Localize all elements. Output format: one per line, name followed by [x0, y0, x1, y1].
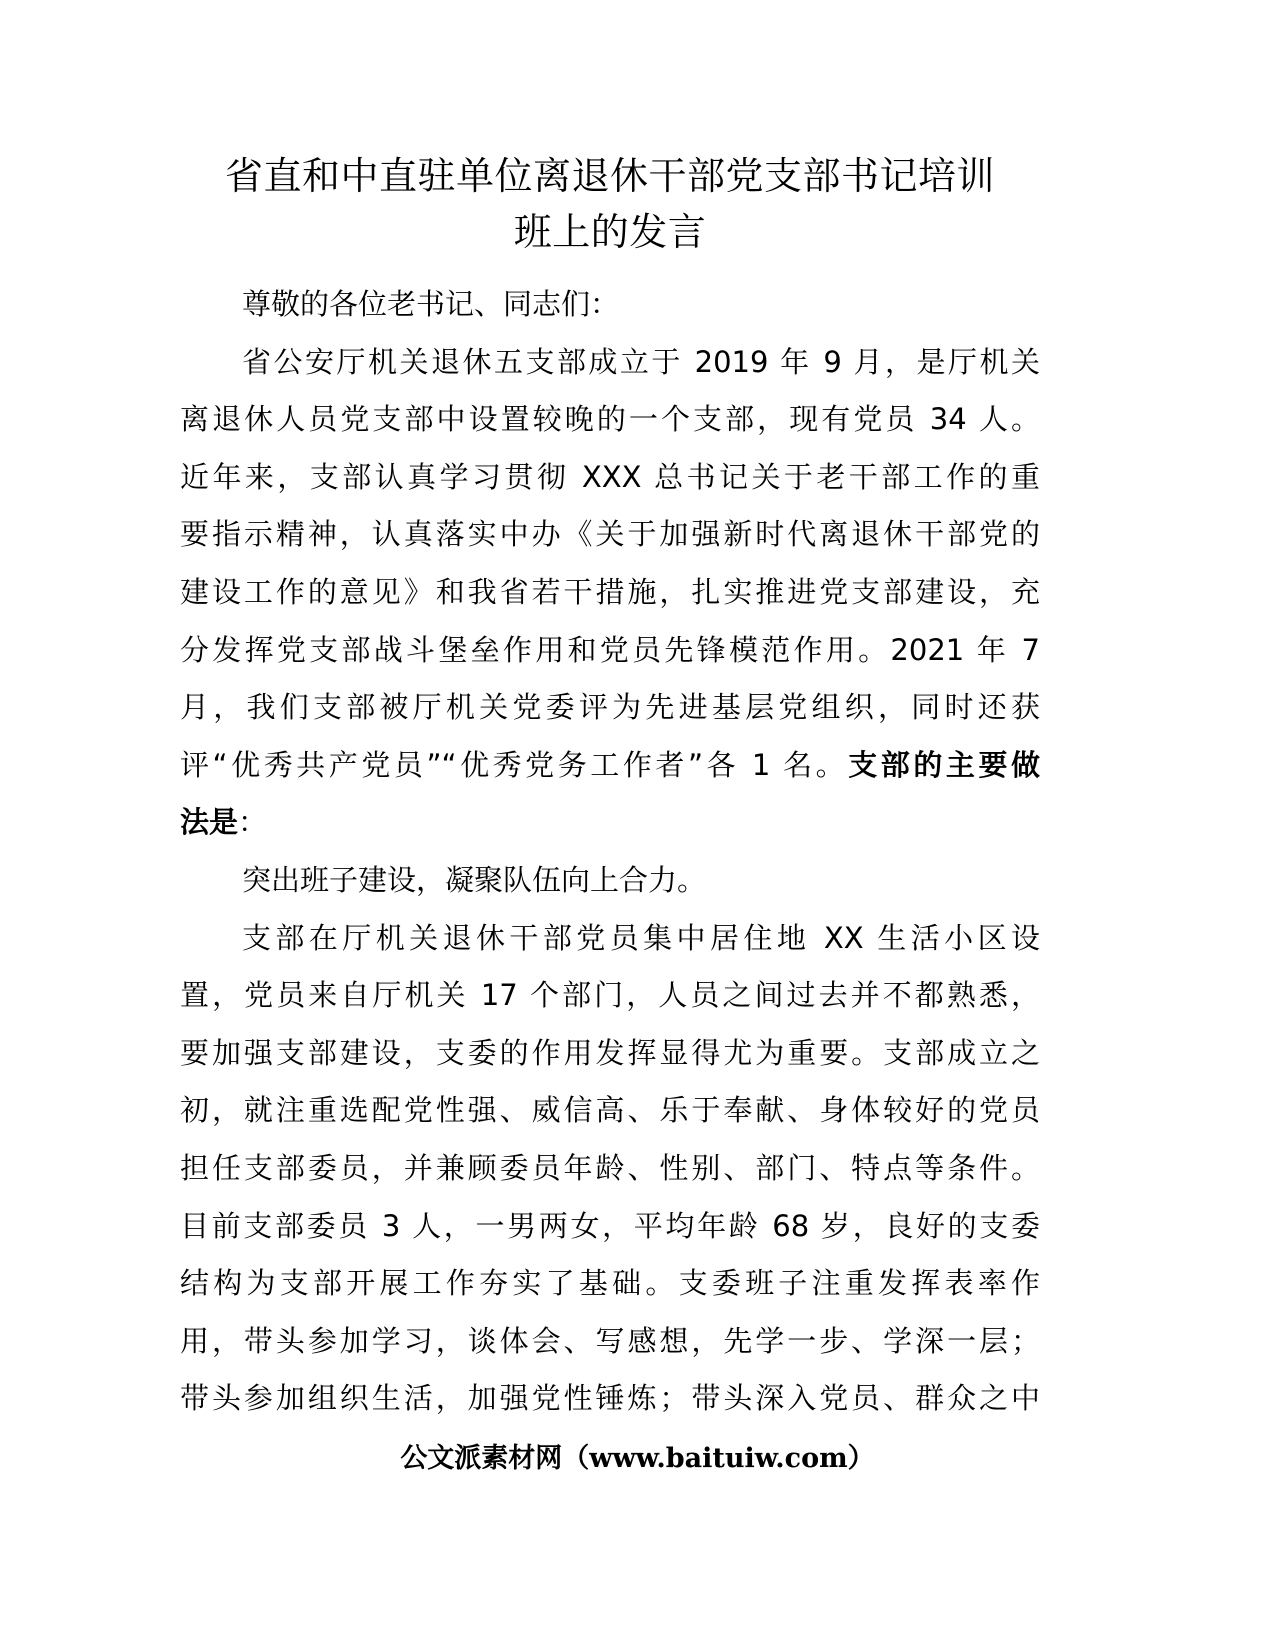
document-body: [180, 276, 1040, 1428]
paragraph-2-line-4: 初，就注重选配党性强、威信高、乐于奉献、身体较好的党员: [180, 1093, 1040, 1128]
paragraph-2-line-7: 结构为支部开展工作夯实了基础。支委班子注重发挥表率作: [180, 1266, 1040, 1301]
paragraph-1-colon: ：: [238, 805, 268, 840]
paragraph-1-line-7: 月，我们支部被厅机关党委评为先进基层党组织，同时还获: [180, 690, 1040, 725]
paragraph-2-line-3: 要加强支部建设，支委的作用发挥显得尤为重要。支部成立之: [180, 1035, 1040, 1070]
title-line-1: 省直和中直驻单位离退休干部党支部书记培训: [224, 154, 995, 198]
paragraph-1-line-8-text: 评“优秀共产党员”“优秀党务工作者”各 1 名。: [180, 747, 849, 782]
footer-watermark: 公文派素材网（www.baituiw.com）: [400, 1443, 875, 1474]
title-line-2: 班上的发言: [513, 210, 707, 254]
paragraph-1-line-6: 分发挥党支部战斗堡垒作用和党员先锋模范作用。2021 年 7: [180, 632, 1040, 667]
paragraph-1-line-5: 建设工作的意见》和我省若干措施，扎实推进党支部建设，充: [180, 574, 1040, 609]
paragraph-1-line-9: [180, 794, 1040, 852]
document-title: [180, 148, 1040, 260]
paragraph-1-emphasis: 支部的主要做: [848, 747, 1040, 782]
paragraph-1-line-8: [180, 737, 1040, 795]
paragraph-1-emphasis-end: 法是: [180, 805, 239, 840]
paragraph-2-line-6: 目前支部委员 3 人，一男两女，平均年龄 68 岁，良好的支委: [180, 1208, 1040, 1243]
paragraph-1-line-4: 要指示精神，认真落实中办《关于加强新时代离退休干部党的: [180, 517, 1040, 552]
section-heading-1: 突出班子建设，凝聚队伍向上合力。: [242, 862, 707, 897]
paragraph-2-line-9: 带头参加组织生活，加强党性锤炼；带头深入党员、群众之中: [180, 1381, 1040, 1416]
salutation: 尊敬的各位老书记、同志们：: [242, 287, 620, 321]
paragraph-2-line-8: 用，带头参加学习，谈体会、写感想，先学一步、学深一层；: [180, 1323, 1040, 1358]
paragraph-2-line-5: 担任支部委员，并兼顾委员年龄、性别、部门、特点等条件。: [180, 1150, 1040, 1185]
paragraph-1-line-3: 近年来，支部认真学习贯彻 XXX 总书记关于老干部工作的重: [180, 459, 1040, 494]
paragraph-2-line-2: 置，党员来自厅机关 17 个部门，人员之间过去并不都熟悉，: [180, 978, 1040, 1013]
paragraph-1-line-1: 省公安厅机关退休五支部成立于 2019 年 9 月，是厅机关: [242, 344, 1040, 379]
paragraph-2-line-1: 支部在厅机关退休干部党员集中居住地 XX 生活小区设: [242, 920, 1040, 955]
paragraph-1-line-2: 离退休人员党支部中设置较晚的一个支部，现有党员 34 人。: [180, 402, 1040, 437]
